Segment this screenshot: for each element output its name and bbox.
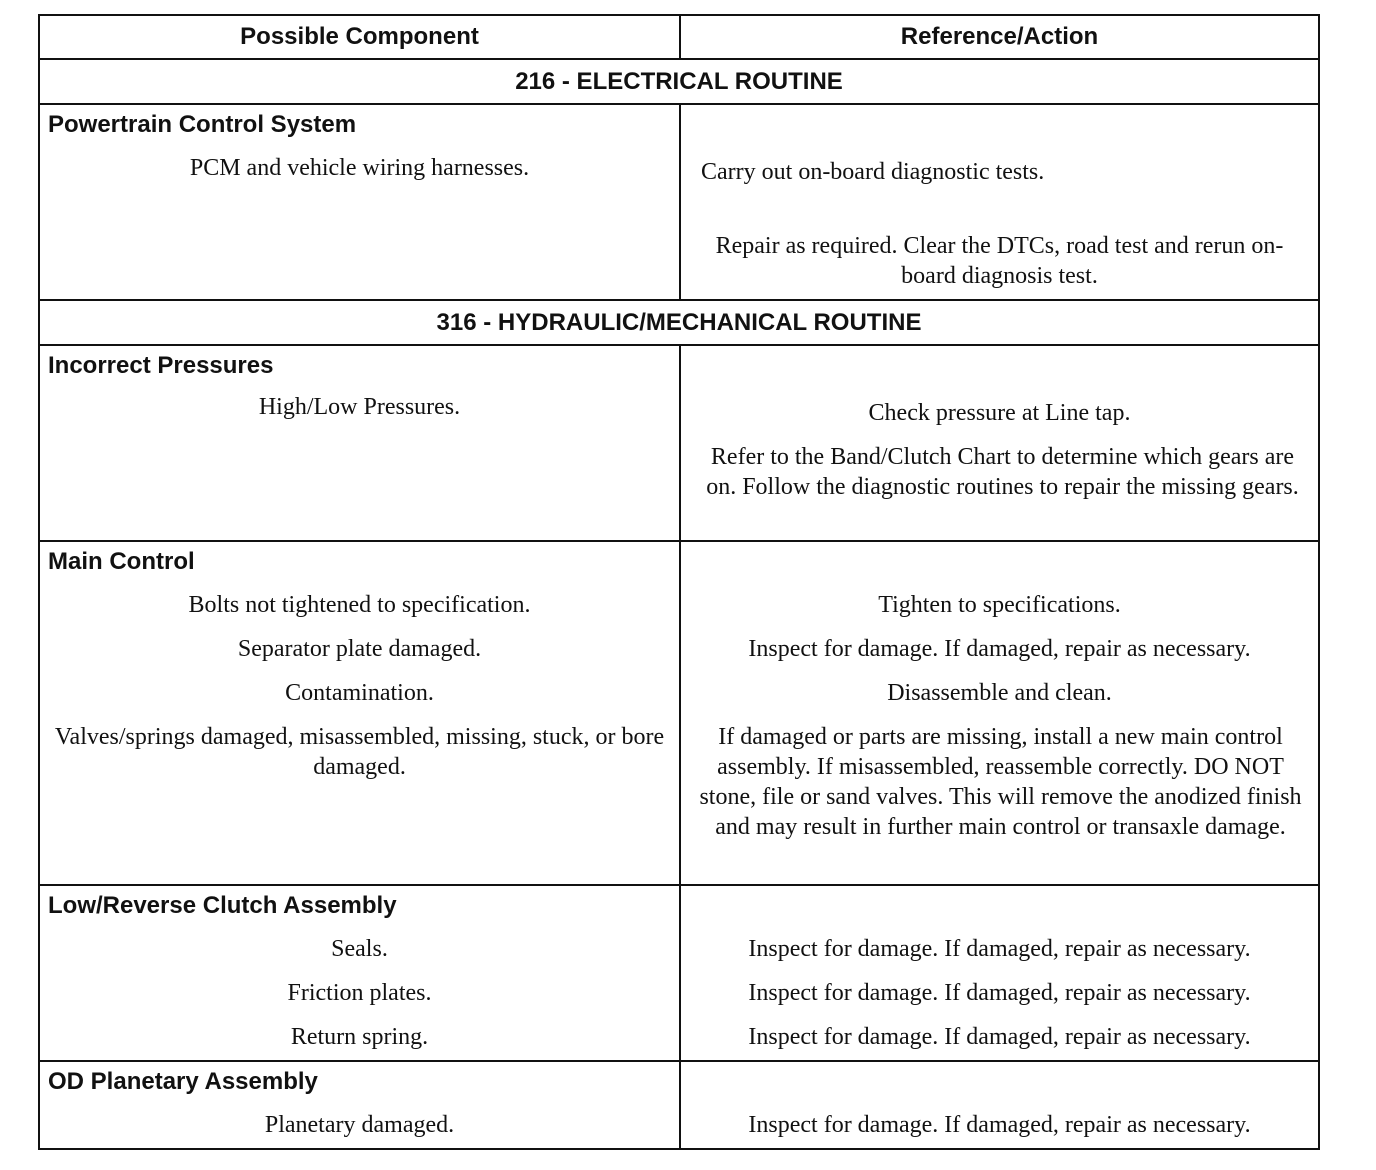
component-text: Friction plates. xyxy=(287,980,432,1006)
group-powertrain-control-system xyxy=(40,105,1318,301)
header-possible-component: Possible Component xyxy=(40,16,681,58)
group-low-reverse-clutch-assembly xyxy=(40,886,1318,1062)
action-cell xyxy=(681,105,1318,299)
diagnosis-table xyxy=(38,14,1320,1150)
component-text: Planetary damaged. xyxy=(264,1112,455,1138)
component-text: PCM and vehicle wiring harnesses. xyxy=(189,155,530,181)
component-cell xyxy=(40,1062,681,1148)
action-cell xyxy=(681,886,1318,1060)
action-cell xyxy=(681,346,1318,540)
action-text: Refer to the Band/Clutch Chart to determine which gears are on. Follow the diagnostic routines to repair the missing gears. xyxy=(706,444,1299,500)
component-text: High/Low Pressures. xyxy=(258,394,461,420)
component-text: Return spring. xyxy=(290,1024,429,1050)
component-text: Bolts not tightened to specification. xyxy=(188,592,531,618)
action-text: Inspect for damage. If damaged, repair as necessary. xyxy=(748,636,1251,662)
group-main-control xyxy=(40,542,1318,886)
table-header-row xyxy=(40,16,1318,60)
component-cell xyxy=(40,886,681,1060)
group-title: OD Planetary Assembly xyxy=(48,1068,318,1095)
action-cell xyxy=(681,1062,1318,1148)
section-band-electrical xyxy=(40,60,1318,105)
group-title: Powertrain Control System xyxy=(48,111,357,138)
group-title: Main Control xyxy=(48,548,195,575)
action-text: Inspect for damage. If damaged, repair as necessary. xyxy=(748,936,1251,962)
component-cell xyxy=(40,105,681,299)
action-text: Check pressure at Line tap. xyxy=(868,400,1131,426)
action-text: Inspect for damage. If damaged, repair as necessary. xyxy=(748,980,1251,1006)
component-text: Seals. xyxy=(331,936,388,962)
action-text: Disassemble and clean. xyxy=(887,680,1112,706)
group-title: Incorrect Pressures xyxy=(48,352,274,379)
section-band-hydraulic-mechanical xyxy=(40,301,1318,346)
group-title: Low/Reverse Clutch Assembly xyxy=(48,892,397,919)
action-text: Repair as required. Clear the DTCs, road test and rerun on-board diagnosis test. xyxy=(715,233,1284,289)
component-text: Separator plate damaged. xyxy=(237,636,482,662)
header-reference-action: Reference/Action xyxy=(900,23,1099,50)
component-text: Valves/springs damaged, misassembled, missing, stuck, or bore damaged. xyxy=(54,724,665,780)
section-title: 316 - HYDRAULIC/MECHANICAL ROUTINE xyxy=(436,309,922,336)
action-text: Inspect for damage. If damaged, repair as necessary. xyxy=(748,1112,1251,1138)
component-cell xyxy=(40,542,681,884)
action-cell xyxy=(681,542,1318,884)
section-title: 216 - ELECTRICAL ROUTINE xyxy=(515,68,843,95)
action-text: If damaged or parts are missing, install a new main control assembly. If misassembled, reassemble correctly. DO NOT stone, file or sand valves. This will remove the anodized finish and may result in further main control or transaxle damage. xyxy=(699,724,1302,840)
action-text: Inspect for damage. If damaged, repair as necessary. xyxy=(748,1024,1251,1050)
group-incorrect-pressures xyxy=(40,346,1318,542)
component-cell xyxy=(40,346,681,540)
group-od-planetary-assembly xyxy=(40,1062,1318,1148)
action-text: Tighten to specifications. xyxy=(878,592,1121,618)
component-text: Contamination. xyxy=(285,680,434,706)
action-text: Carry out on-board diagnostic tests. xyxy=(701,159,1045,185)
